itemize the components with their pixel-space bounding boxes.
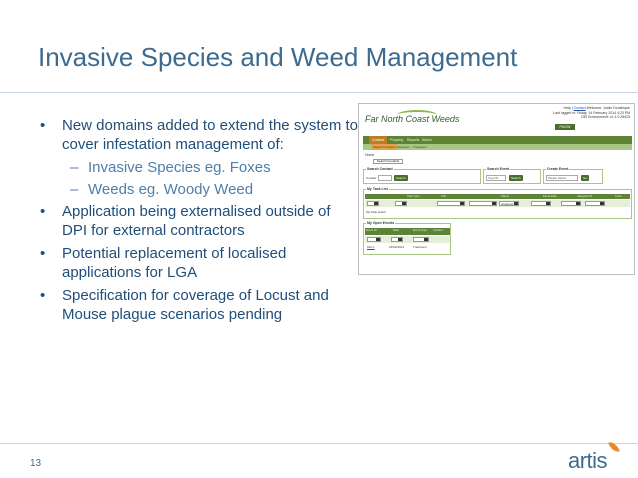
col-header: Task Type — [407, 194, 420, 198]
col-header: Title — [441, 194, 447, 198]
bullet-dash: – — [70, 181, 79, 198]
search-contact-panel — [363, 169, 481, 184]
contact-label: Contact — [366, 176, 377, 180]
bullet-item: • New domains added to extend the system to cover infestation management of: — [40, 117, 359, 153]
chevron-down-icon — [398, 238, 402, 241]
chevron-down-icon — [424, 238, 428, 241]
bullet-dot: • — [40, 203, 46, 220]
col-header: Event ID — [366, 228, 377, 232]
chevron-down-icon — [374, 202, 378, 205]
sub-nav — [363, 144, 632, 150]
task-list-footer: My Task Listed — [366, 210, 386, 214]
search-event-panel — [483, 169, 541, 184]
subtab-inspection[interactable]: Inspection — [396, 145, 410, 149]
bullet-list — [38, 116, 358, 328]
filter-select[interactable] — [585, 201, 605, 206]
create-event-button[interactable]: Go — [583, 176, 588, 180]
app-logo: Far North Coast Weeds — [365, 114, 460, 124]
event-type: Treatment — [413, 245, 427, 249]
page-number: 13 — [30, 458, 42, 469]
search-event-button[interactable]: Search — [511, 176, 521, 180]
type-id-input[interactable]: Type ID — [486, 175, 506, 181]
filter-select[interactable] — [367, 201, 379, 206]
slide-title: Invasive Species and Weed Management — [38, 42, 518, 72]
nav-tab-property[interactable]: Property — [390, 138, 404, 142]
title-divider — [0, 92, 638, 93]
bullet-dot: • — [40, 287, 46, 304]
col-header: Event Type — [413, 228, 427, 232]
chevron-down-icon — [546, 202, 550, 205]
home-label: Home — [365, 153, 375, 157]
nav-tab-reports[interactable]: Reports — [407, 138, 420, 142]
col-header: Contact — [433, 228, 443, 232]
nav-tab-admin[interactable]: Admin — [422, 138, 432, 142]
chevron-down-icon — [492, 202, 496, 205]
filter-select[interactable] — [395, 201, 407, 206]
main-nav — [363, 136, 632, 144]
brand-logo: artis — [568, 448, 608, 473]
task-grid-header — [365, 194, 630, 199]
nav-tab-contact[interactable]: Contact — [369, 136, 387, 144]
panel-title: My Open Events — [367, 221, 395, 225]
filter-select[interactable] — [391, 237, 403, 242]
status-select[interactable]: Assigned — [499, 201, 519, 206]
bullet-item: • Application being externalised outside of DPI for external contractors — [40, 203, 331, 239]
bullet-dash: – — [70, 159, 79, 176]
task-list-panel — [363, 189, 632, 219]
panel-title: Search Contact — [367, 167, 393, 171]
chevron-down-icon — [600, 202, 604, 205]
subtab-treatment[interactable]: Treatment — [413, 145, 427, 149]
filter-select[interactable] — [437, 201, 465, 206]
event-id-link[interactable]: DEI-1 — [367, 245, 375, 249]
sub-bullet-item: – Invasive Species eg. Foxes — [70, 159, 271, 176]
events-filter-row — [365, 236, 450, 243]
filter-select[interactable] — [469, 201, 497, 206]
chevron-down-icon — [376, 238, 380, 241]
org-badge: PNGW — [555, 124, 575, 130]
event-date: 16/02/2014 — [389, 245, 405, 249]
event-type-select[interactable]: Please Select — [546, 175, 578, 181]
contact-link[interactable]: Contact — [573, 106, 586, 110]
panel-title: Create Event — [547, 167, 569, 171]
user-info: Help | Contact Welcome, Justin Dominique Last logged in: Friday, 14 February 2014 4:23 PM DEI Environment: v1.1.0.25423 — [553, 106, 630, 119]
open-events-panel — [363, 223, 451, 255]
search-contact-button[interactable]: Search — [396, 176, 406, 180]
col-header: Team — [615, 194, 622, 198]
chevron-down-icon — [576, 202, 580, 205]
create-event-panel — [543, 169, 603, 184]
bullet-dot: • — [40, 245, 46, 262]
panel-title: Search Event — [487, 167, 510, 171]
table-row — [365, 244, 450, 251]
task-filter-row — [365, 200, 630, 207]
chevron-down-icon — [514, 202, 518, 205]
contact-input[interactable] — [378, 175, 392, 181]
events-grid-header — [365, 228, 450, 235]
bullet-item: • Potential replacement of localised applications for LGA — [40, 245, 287, 281]
chevron-down-icon — [460, 202, 464, 205]
filter-select[interactable] — [561, 201, 581, 206]
col-header: Event Date — [543, 194, 557, 198]
footer-divider — [0, 443, 638, 444]
filter-select[interactable] — [367, 237, 381, 242]
bullet-dot: • — [40, 117, 46, 134]
col-header: Date — [393, 228, 399, 232]
bullet-item: • Specification for coverage of Locust and Mouse plague scenarios pending — [40, 287, 329, 323]
col-header: Assigned To — [577, 194, 593, 198]
subtab-search-contacts[interactable]: Search Contacts — [373, 145, 396, 149]
filter-select[interactable] — [531, 201, 551, 206]
sub-bullet-item: – Weeds eg. Woody Weed — [70, 181, 254, 198]
app-screenshot — [358, 103, 635, 275]
chevron-down-icon — [402, 202, 406, 205]
filter-select[interactable] — [413, 237, 429, 242]
col-header: Status — [501, 194, 509, 198]
panel-title: My Task List — [367, 187, 388, 191]
home-tab[interactable]: Search Contacts — [373, 159, 403, 164]
